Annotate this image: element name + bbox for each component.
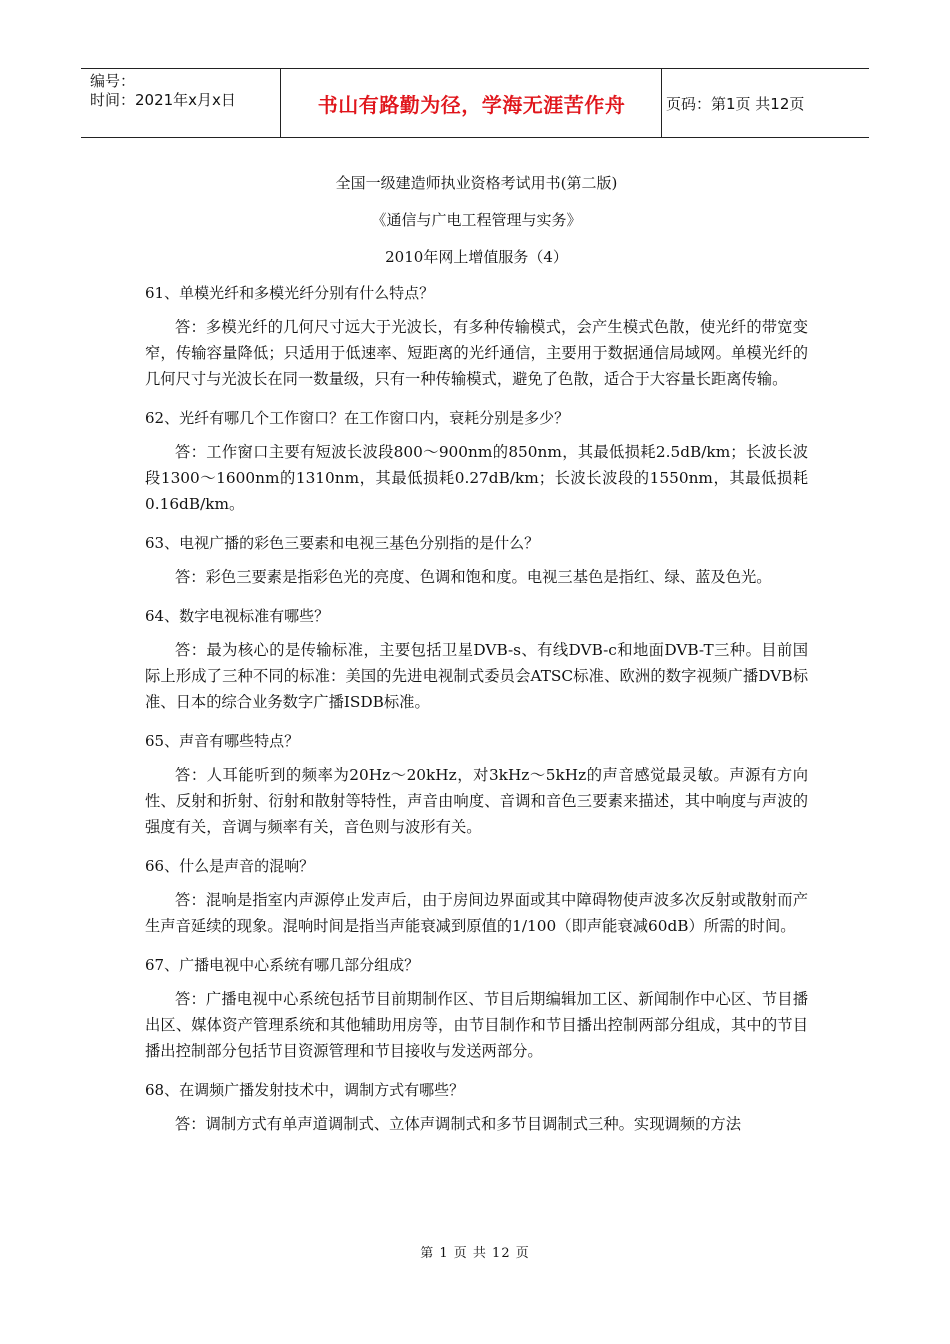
question-62: 62、光纤有哪几个工作窗口？在工作窗口内，衰耗分别是多少？: [145, 409, 570, 427]
header-table: [81, 68, 869, 138]
book-title: 全国一级建造师执业资格考试用书(第二版): [335, 174, 618, 192]
answer-63: 答：彩色三要素是指彩色光的亮度、色调和饱和度。电视三基色是指红、绿、蓝及色光。: [175, 568, 772, 586]
question-61: 61、单模光纤和多模光纤分别有什么特点？: [145, 284, 435, 302]
answer-61: 答：多模光纤的几何尺寸远大于光波长，有多种传输模式，会产生模式色散，使光纤的带宽变窄，传输容量降低；只适用于低速率、短距离的光纤通信，主要用于数据通信局域网。单模光纤的几何尺寸与光波长在同一数量级，只有一种传输模式，避免了色散，适合于大容量长距离传输。: [145, 318, 808, 388]
number-label: 编号：: [90, 72, 136, 90]
answer-64: 答：最为核心的是传输标准，主要包括卫星DVB-s、有线DVB-c和地面DVB-T三种。目前国际上形成了三种不同的标准：美国的先进电视制式委员会ATSC标准、欧洲的数字视频广播DVB标准、日本的综合业务数字广播ISDB标准。: [145, 641, 808, 711]
question-68: 68、在调频广播发射技术中，调制方式有哪些？: [145, 1081, 465, 1099]
answer-62: 答：工作窗口主要有短波长波段800～900nm的850nm，其最低损耗2.5dB/km；长波长波段1300～1600nm的1310nm，其最低损耗0.27dB/km；长波长波段的1550nm，其最低损耗0.16dB/km。: [145, 443, 808, 513]
subject-title: 《通信与广电工程管理与实务》: [371, 211, 582, 229]
page-footer: 第 1 页 共 12 页: [420, 1246, 530, 1261]
question-66: 66、什么是声音的混响？: [145, 857, 315, 875]
answer-65: 答：人耳能听到的频率为20Hz～20kHz，对3kHz～5kHz的声音感觉最灵敏。声源有方向性、反射和折射、衍射和散射等特性，声音由响度、音调和音色三要素来描述，其中响度与声波的强度有关，音调与频率有关，音色则与波形有关。: [145, 766, 808, 836]
answer-67: 答：广播电视中心系统包括节目前期制作区、节目后期编辑加工区、新闻制作中心区、节目播出区、媒体资产管理系统和其他辅助用房等，由节目制作和节目播出控制两部分组成，其中的节目播出控制部分包括节目资源管理和节目接收与发送两部分。: [145, 990, 808, 1060]
question-67: 67、广播电视中心系统有哪几部分组成？: [145, 956, 420, 974]
service-title: 2010年网上增值服务（4）: [385, 248, 568, 266]
motto: 书山有路勤为径，学海无涯苦作舟: [282, 69, 662, 137]
question-63: 63、电视广播的彩色三要素和电视三基色分别指的是什么？: [145, 534, 540, 552]
time-label: 时间：2021年x月x日: [90, 91, 236, 109]
document-body: [145, 170, 808, 1137]
page-info: 页码：第1页 共12页: [666, 94, 805, 113]
answer-68: 答：调制方式有单声道调制式、立体声调制式和多节目调制式三种。实现调频的方法: [175, 1115, 741, 1133]
answer-66: 答：混响是指室内声源停止发声后，由于房间边界面或其中障碍物使声波多次反射或散射而产生声音延续的现象。混响时间是指当声能衰减到原值的1/100（即声能衰减60dB）所需的时间。: [145, 891, 808, 935]
question-65: 65、声音有哪些特点？: [145, 732, 300, 750]
header-meta-cell: [81, 69, 281, 137]
question-64: 64、数字电视标准有哪些？: [145, 607, 330, 625]
